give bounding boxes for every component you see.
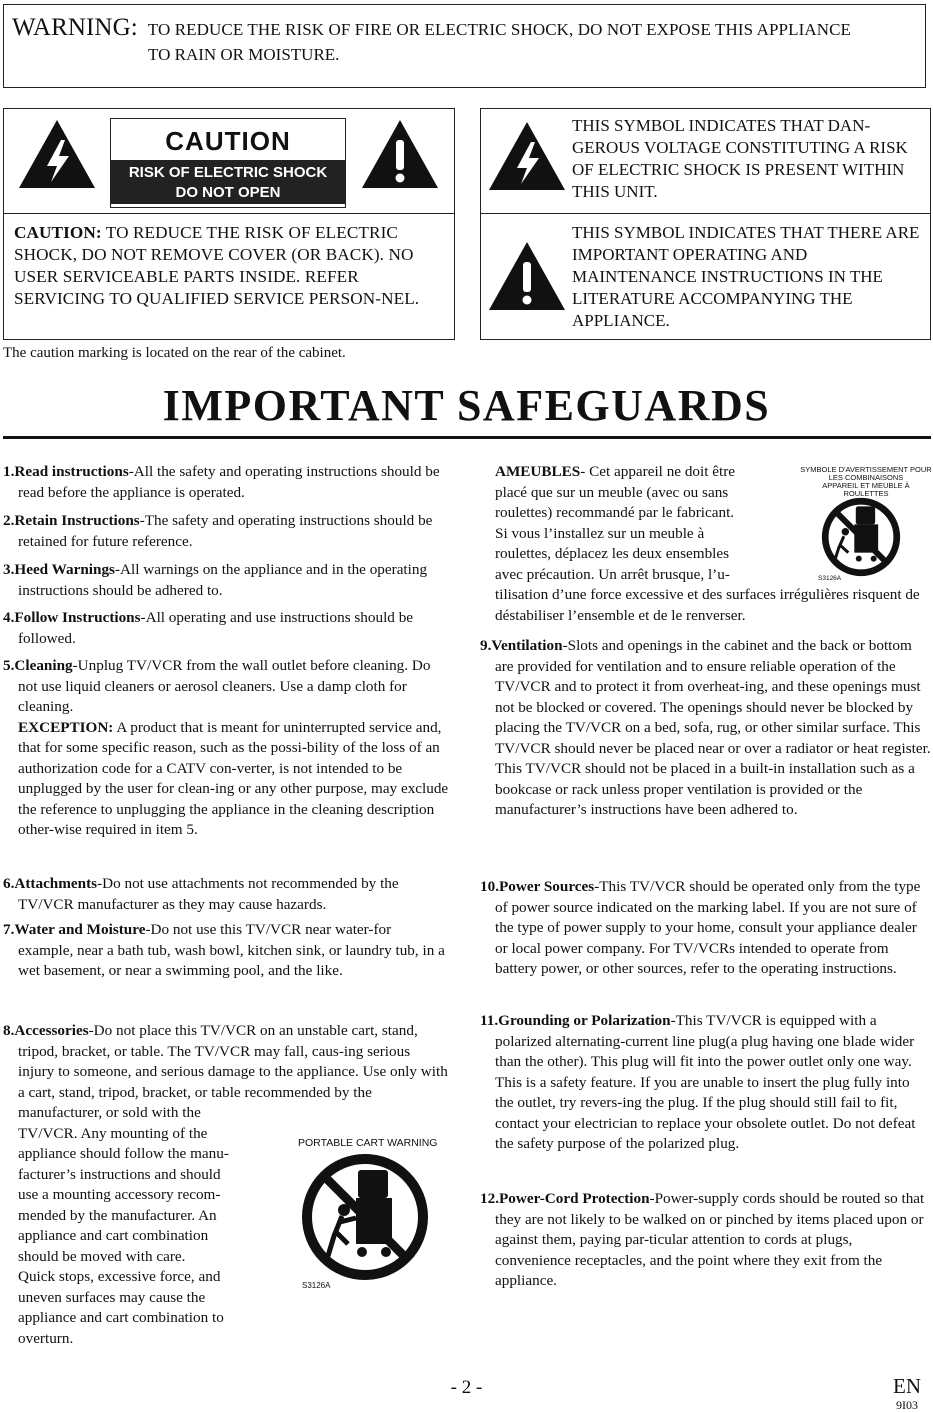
item-3-num: 3. — [3, 561, 15, 578]
item-5-head: Cleaning — [14, 657, 73, 674]
item-6 — [3, 874, 449, 915]
item-2 — [3, 511, 449, 552]
document-code: 9I03 — [896, 1398, 918, 1412]
item-8-line: mended by the manufacturer. An — [18, 1206, 217, 1224]
caution-divider — [4, 213, 454, 214]
item-12-body: -Power-supply cords should be routed so that they are not likely to be walked on or pinched by items placed upon or against them, paying par-ticular attention to cords at plugs, convenience receptacles, and the point where they exit from the appliance. — [495, 1190, 925, 1289]
item-5 — [3, 656, 449, 841]
symbol-text-instructions: THIS SYMBOL INDICATES THAT THERE ARE IMPORTANT OPERATING AND MAINTENANCE INSTRUCTIONS IN THE LITERATURE ACCOMPANYING THE APPLIANCE. — [572, 223, 920, 330]
item-11-body: -This TV/VCR is equipped with a polarized alternating-current line plug(a plug having one blade wider than the other). This plug will fit into the power outlet only one way. This is a safety feature. If you are unable to insert the plug fully into the outlet, try revers-ing the plug. If the plug should still fail to fit, contact your electrician to replace your obsolete outlet. Do not defeat the safety purpose of the polarized plug. — [495, 1012, 916, 1152]
item-3-body: -All warnings on the appliance and in the operating instructions should be adhered to. — [18, 561, 428, 599]
item-8-line: uneven surfaces may cause the — [18, 1288, 206, 1306]
warning-text-1: TO REDUCE THE RISK OF FIRE OR ELECTRIC SHOCK, DO NOT EXPOSE THIS APPLIANCE — [147, 20, 852, 39]
item-10 — [480, 877, 931, 980]
lightning-warning-icon — [17, 118, 97, 190]
caution-band — [111, 160, 345, 204]
item-9-head: Ventilation — [491, 637, 563, 654]
item-7 — [3, 920, 449, 982]
item-3-head: Heed Warnings — [14, 561, 115, 578]
item-11-num: 11. — [480, 1012, 499, 1029]
item-11 — [480, 1011, 931, 1155]
fr-cart-label-line: APPAREIL ET MEUBLE À ROULETTES — [822, 481, 910, 498]
warning-line-1 — [12, 14, 851, 42]
item-6-body: -Do not use attachments not recommended by the TV/VCR manufacturer as they may cause hazards. — [18, 875, 399, 913]
item-9 — [480, 636, 931, 821]
cart-tipover-icon — [300, 1152, 430, 1282]
ameubles-line: roulettes, déplacez les deux ensembles — [495, 545, 730, 562]
item-7-body: -Do not use this TV/VCR near water-for example, near a bath tub, wash bowl, kitchen sink, or laundry tub, in a wet basement, or near a swimming pool, and the like. — [18, 921, 445, 979]
caution-note: The caution marking is located on the rear of the cabinet. — [3, 345, 346, 361]
item-1-num: 1. — [3, 463, 15, 480]
ameubles-rest: tilisation d’une force excessive et des surfaces irrégulières risquent de déstabiliser l’ensemble et de le renverser. — [495, 586, 920, 624]
cart-warning-label: PORTABLE CART WARNING — [298, 1137, 438, 1149]
exclamation-warning-icon — [360, 118, 440, 190]
item-1-head: Read instructions — [14, 463, 129, 480]
item-8-line: Quick stops, excessive force, and — [18, 1268, 221, 1285]
title-rule — [3, 436, 931, 439]
item-2-num: 2. — [3, 512, 15, 529]
fr-cart-tipover-icon — [812, 496, 910, 578]
exclamation-symbol-icon — [487, 240, 567, 312]
item-7-head: Water and Moisture — [14, 921, 146, 938]
item-8-line: overturn. — [18, 1329, 74, 1347]
page-title: IMPORTANT SAFEGUARDS — [162, 381, 771, 430]
ameubles-item — [495, 462, 795, 585]
cart-warning-code: S3126A — [302, 1281, 331, 1290]
item-4-num: 4. — [3, 609, 15, 626]
item-12 — [480, 1189, 931, 1292]
item-12-head: Power-Cord Protection — [498, 1190, 650, 1207]
fr-cart-label-line: SYMBOLE D'AVERTISSEMENT POUR — [800, 465, 932, 474]
ameubles-line: Si vous l’installez sur un meuble à — [495, 524, 705, 542]
warning-text-2: TO RAIN OR MOISTURE. — [148, 45, 340, 64]
fr-cart-label — [800, 466, 932, 498]
item-10-head: Power Sources — [498, 878, 595, 895]
item-4-head: Follow Instructions — [14, 609, 141, 626]
item-8-line: facturer’s instructions and should — [18, 1165, 221, 1183]
caution-title: CAUTION — [165, 126, 291, 156]
item-8-line: appliance should follow the manu- — [18, 1145, 229, 1162]
caution-text — [14, 222, 444, 310]
item-6-num: 6. — [3, 875, 15, 892]
item-10-body: -This TV/VCR should be operated only from the type of power source indicated on the marking label. If you are not sure of the type of power supply to your home, consult your appliance dealer or local power company. For TV/VCRs intended to operate from battery power, or other sources, refer to the operating instructions. — [495, 878, 921, 977]
item-1 — [3, 462, 449, 503]
ameubles-head: AMEUBLES — [495, 463, 581, 480]
item-11-head: Grounding or Polarization — [498, 1012, 671, 1029]
item-6-head: Attachments — [14, 875, 98, 892]
item-4-body: -All operating and use instructions should be followed. — [18, 609, 414, 647]
ameubles-line: placé que sur un meuble (avec ou sans — [495, 483, 729, 501]
symbol-divider — [481, 213, 930, 214]
item-5-exception-body: A product that is meant for uninterrupted service and, that for some specific reason, such as the possi-bility of the loss of an authorization code for a CATV con-verter, is not intended to be unplugged by the user for clean-ing or any other purpose, may exclude the reference to unplugging the appliance in the cleaning description other-wise required in item 5. — [18, 718, 449, 838]
warning-label: WARNING: — [12, 14, 138, 41]
item-5-num: 5. — [3, 657, 15, 674]
symbol-text-voltage: THIS SYMBOL INDICATES THAT DAN-GEROUS VOLTAGE CONSTITUTING A RISK OF ELECTRIC SHOCK IS PRESENT WITHIN THIS UNIT. — [572, 116, 908, 201]
item-8-num: 8. — [3, 1022, 15, 1039]
caution-text-label: CAUTION: — [14, 223, 102, 242]
item-9-body: -Slots and openings in the cabinet and the back or bottom are provided for ventilation and to ensure reliable operation of the TV/VCR and to protect it from overheat-ing, and these openings must not be blocked or covered. The openings should never be blocked by placing the TV/VCR on a bed, sofa, rug, or other similar surface. This TV/VCR should never be placed near or over a radiator or heat register. This TV/VCR should not be placed in a built-in installation such as a bookcase or rack unless proper ventilation is provided or the manufacturer’s instructions have been adhered to. — [495, 637, 931, 818]
item-12-num: 12. — [480, 1190, 499, 1207]
fr-cart-label-line: LES COMBINAISONS — [828, 473, 904, 482]
ameubles-line: roulettes) recommandé par le fabricant. — [495, 504, 735, 521]
item-5-exception-head: EXCEPTION: — [18, 718, 114, 736]
item-9-num: 9. — [480, 637, 492, 654]
item-2-head: Retain Instructions — [14, 512, 140, 529]
item-8-body-a: -Do not place this TV/VCR on an unstable cart, stand, tripod, bracket, or table. The TV/VCR may fall, caus-ing serious injury to someone, and serious damage to the appliance. Use only with a cart, stand, tripod, bracket, or table recommended by the manufacturer, or sold with the — [18, 1022, 448, 1121]
caution-band-line-2: DO NOT OPEN — [175, 184, 281, 201]
item-7-num: 7. — [3, 921, 15, 938]
fr-cart-code: S3126A — [818, 575, 842, 582]
language-code: EN — [893, 1374, 921, 1398]
item-8-line: TV/VCR. Any mounting of the — [18, 1124, 208, 1142]
caution-band-line-1: RISK OF ELECTRIC SHOCK — [128, 164, 328, 181]
caution-text-body: TO REDUCE THE RISK OF ELECTRIC SHOCK, DO NOT REMOVE COVER (OR BACK). NO USER SERVICEABLE PARTS INSIDE. REFER SERVICING TO QUALIFIED SERVICE PERSON-NEL. — [14, 223, 420, 308]
page-number: - 2 - — [450, 1377, 483, 1398]
item-8-line: appliance and cart combination — [18, 1227, 209, 1244]
item-8-line: should be moved with care. — [18, 1247, 186, 1265]
lightning-symbol-icon — [487, 120, 567, 192]
item-10-num: 10. — [480, 878, 499, 895]
item-1-body: -All the safety and operating instructions should be read before the appliance is operated. — [18, 463, 440, 501]
item-8-line: use a mounting accessory recom- — [18, 1186, 221, 1203]
item-8-line: appliance and cart combination to — [18, 1309, 224, 1326]
ameubles-line: avec précaution. Un arrêt brusque, l’u- — [495, 565, 730, 583]
item-8-head: Accessories — [14, 1022, 89, 1039]
item-4 — [3, 608, 449, 649]
item-5-body: -Unplug TV/VCR from the wall outlet before cleaning. Do not use liquid cleaners or aerosol cleaners. Use a damp cloth for cleaning. — [18, 657, 431, 715]
item-2-body: -The safety and operating instructions should be retained for future reference. — [18, 512, 433, 550]
ameubles-line: - Cet appareil ne doit être — [580, 463, 736, 480]
item-3 — [3, 560, 449, 601]
